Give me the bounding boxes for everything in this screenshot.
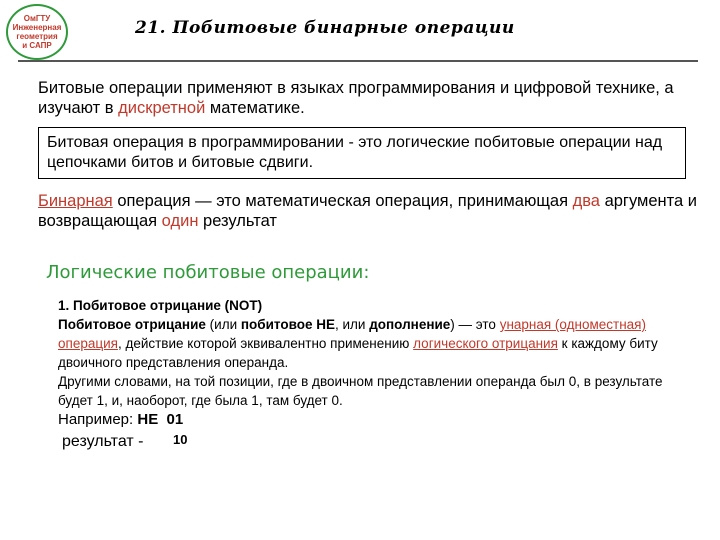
not-item-title: 1. Побитовое отрицание (NOT) — [58, 298, 263, 313]
example-label: Например: — [58, 411, 138, 428]
text: ) — это — [450, 317, 500, 332]
term: Побитовое отрицание — [58, 317, 206, 332]
text: , или — [334, 317, 370, 332]
binary-text: результат — [198, 212, 277, 230]
example-value: 01 — [166, 411, 184, 428]
text: , действие которой эквивалентно применению — [117, 336, 414, 351]
logical-ops-heading: Логические побитовые операции: — [46, 262, 370, 283]
binary-highlight: два — [572, 192, 600, 210]
intro-text-end: математике. — [205, 99, 305, 117]
intro-text: Битовые операции применяют в языках программирования и цифровой технике, а изучают в — [38, 79, 674, 117]
text: к каждому биту двоичного представления операнда. — [58, 336, 658, 370]
binary-text: операция — [112, 192, 191, 210]
example-operator: НЕ — [137, 411, 159, 428]
result-value: 10 — [173, 432, 188, 447]
binary-highlight: один — [161, 212, 199, 230]
university-logo — [6, 4, 68, 60]
unary-operation-link[interactable]: унарная (одноместная) операция — [58, 317, 646, 351]
logo-line: Инженерная — [12, 23, 62, 32]
definition-text: в программировании - это логические побитовые операции над цепочками битов и битовые сдвиги. — [47, 134, 663, 171]
binary-text: аргумента и возвращающая — [38, 192, 697, 230]
logo-line: геометрия — [16, 32, 58, 41]
binary-text: — это математическая операция, принимающая — [190, 192, 573, 210]
term: дополнение — [369, 317, 451, 332]
slide-title: 21. Побитовые бинарные операции — [135, 18, 515, 38]
intro-highlight: дискретной — [118, 99, 206, 117]
not-description — [58, 315, 693, 372]
example-line — [58, 410, 693, 429]
not-section — [58, 296, 693, 429]
definition-box — [38, 127, 686, 179]
binary-paragraph — [38, 191, 698, 231]
logical-negation-link[interactable]: логического отрицания — [413, 336, 558, 351]
term: побитовое НЕ — [240, 317, 335, 332]
title-divider — [18, 60, 698, 62]
logo-line: и САПР — [22, 41, 52, 50]
text: (или — [205, 317, 241, 332]
binary-term: Бинарная — [38, 192, 113, 210]
intro-paragraph — [38, 78, 688, 118]
definition-term: Битовая операция — [47, 134, 184, 151]
logo-line: ОмГТУ — [23, 14, 51, 23]
result-label: результат - — [62, 433, 144, 450]
not-explanation: Другими словами, на той позиции, где в двоичном представлении операнда был 0, в результате будет 1, и, наоборот, где была 1, там будет 0. — [58, 374, 663, 408]
